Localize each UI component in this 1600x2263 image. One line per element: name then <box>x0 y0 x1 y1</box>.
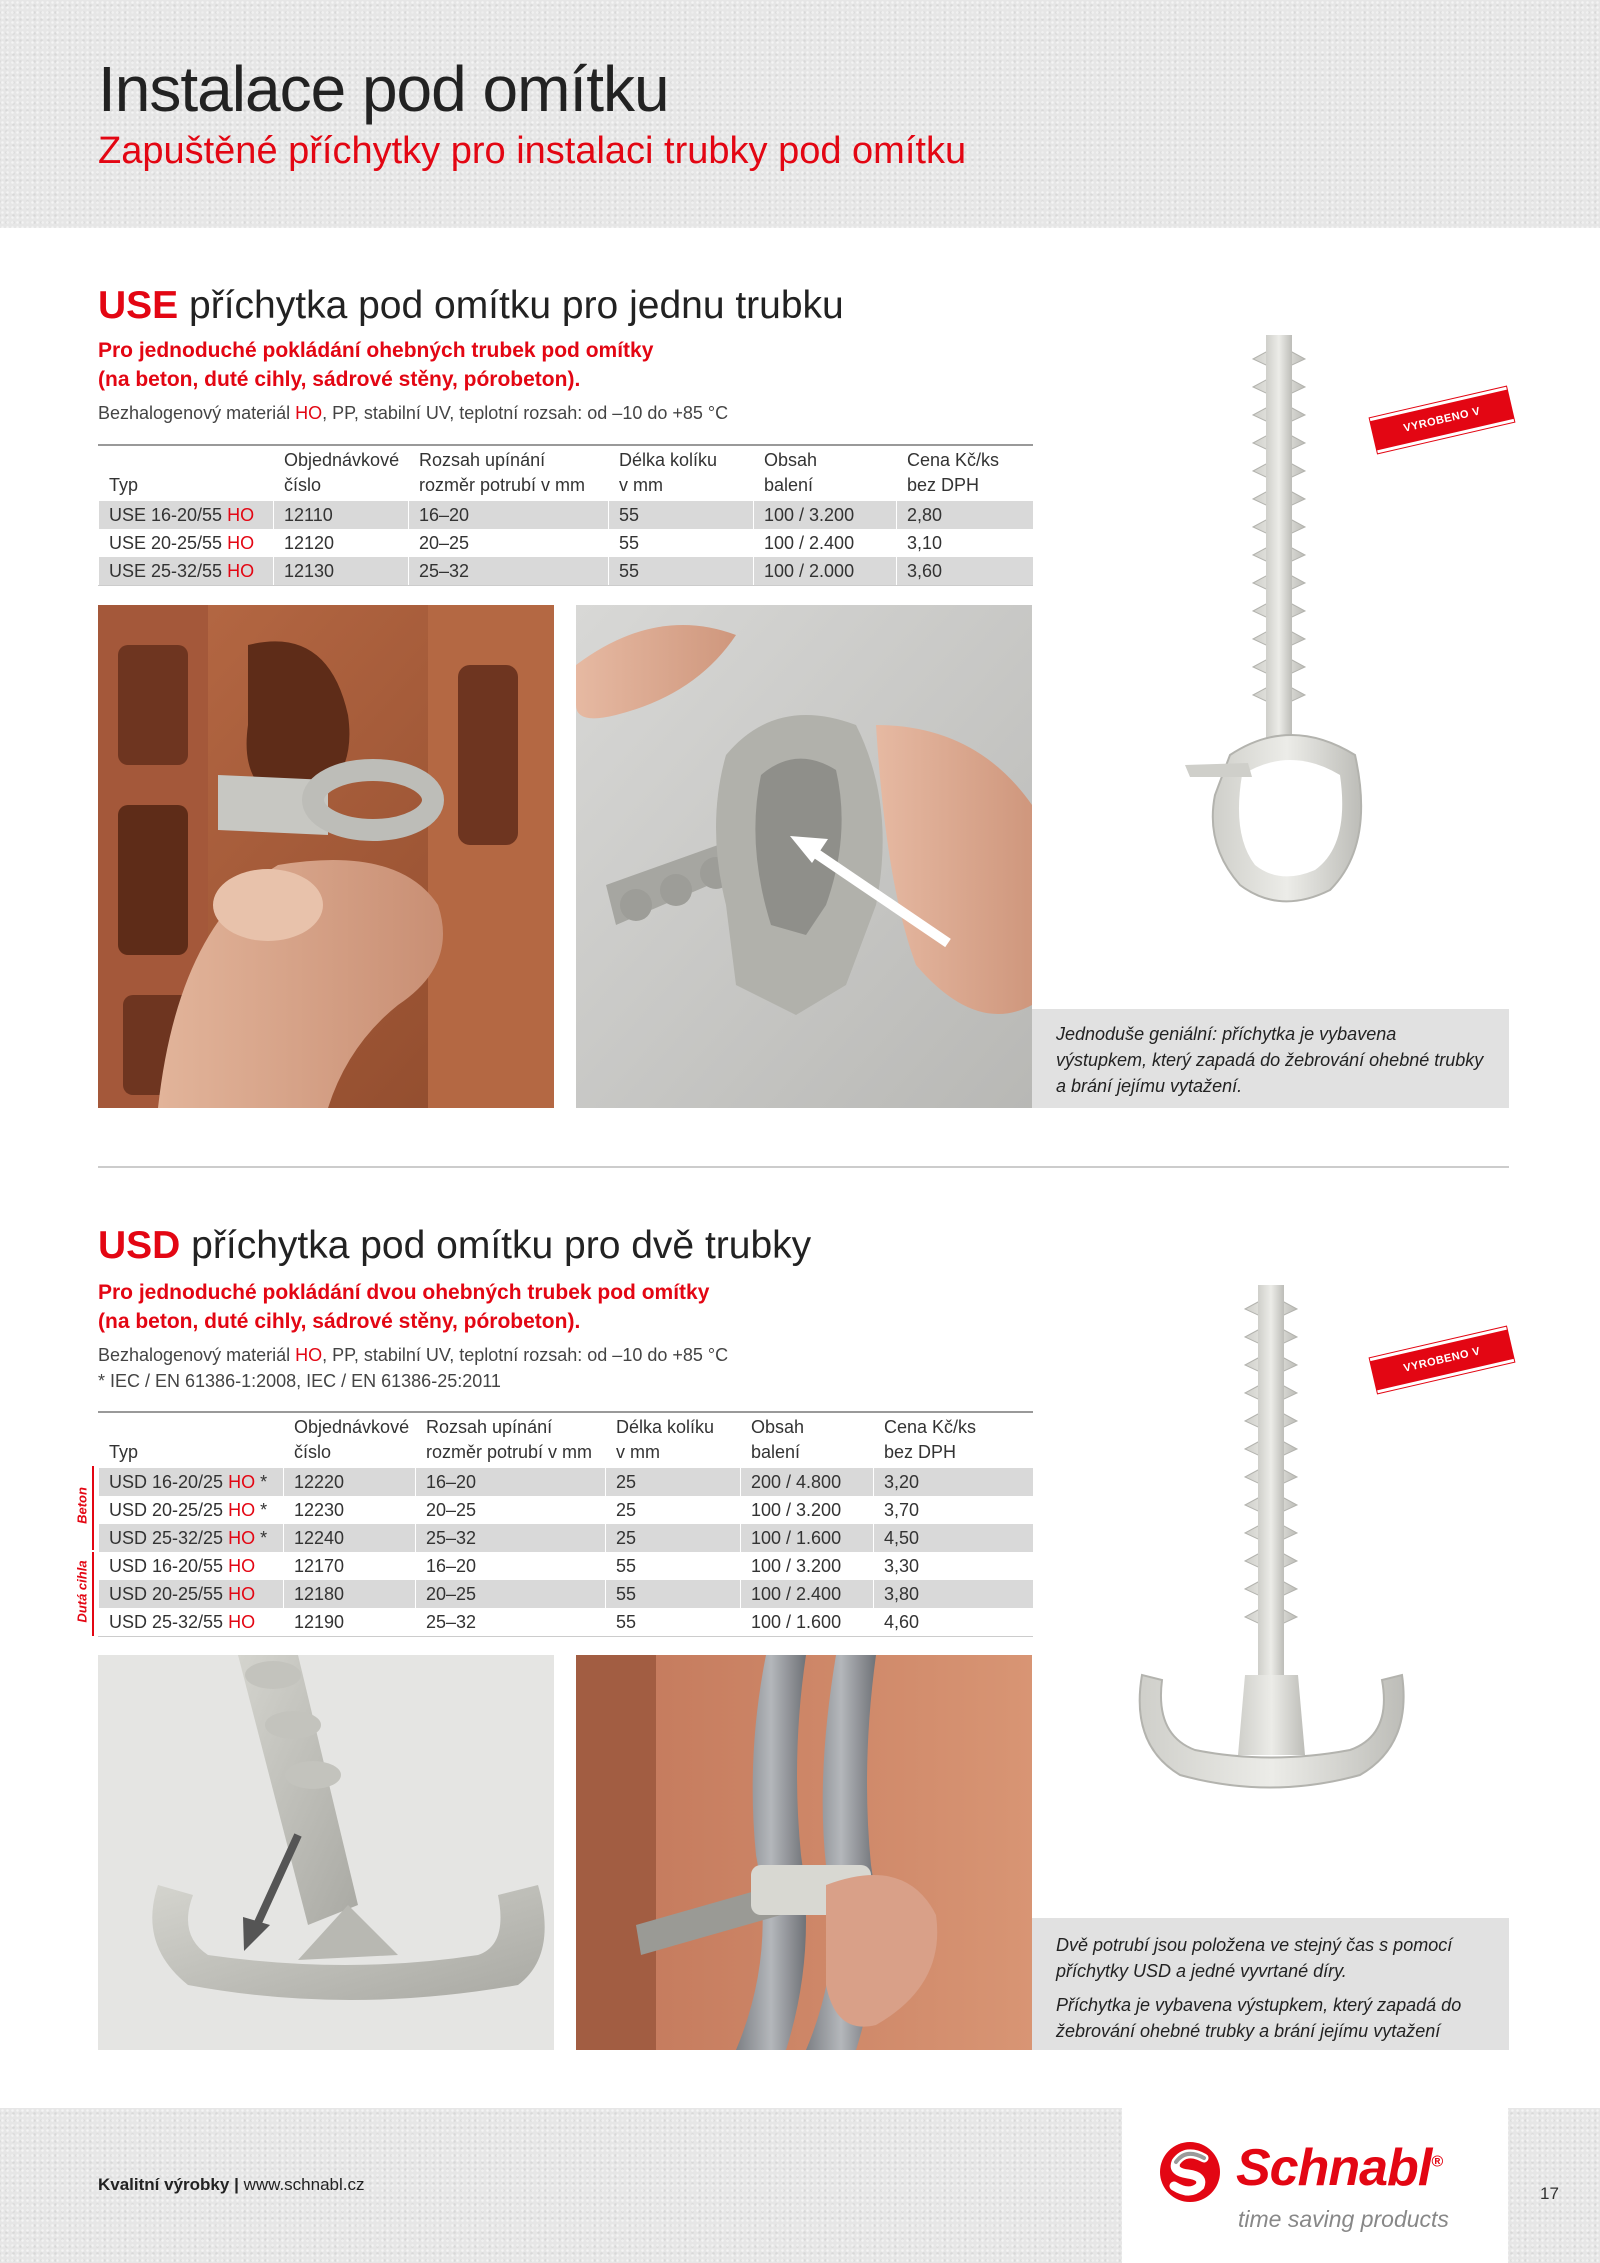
column-header: Obsah balení <box>754 445 897 501</box>
section-divider <box>98 1166 1509 1168</box>
table-row <box>99 1468 1033 1496</box>
usd-norm-line: * IEC / EN 61386-1:2008, IEC / EN 61386-25:2011 <box>98 1371 501 1391</box>
use-section-title <box>98 284 844 328</box>
usd-material-line: Bezhalogenový materiál HO, PP, stabilní UV, teplotní rozsah: od –10 do +85 °C <box>98 1345 729 1365</box>
beton-group-marker <box>72 1466 92 1550</box>
cell-order: 12120 <box>274 529 409 557</box>
usd-code: USD <box>98 1224 181 1267</box>
cell-type: USD 25-32/25 HO * <box>99 1524 284 1552</box>
footer-tagline: Kvalitní výrobky <box>98 2175 230 2194</box>
brand-name: Schnabl® <box>1236 2139 1443 2197</box>
cell-price: 3,60 <box>897 557 1033 586</box>
cell-pack: 100 / 2.400 <box>741 1580 874 1608</box>
cell-type: USE 16-20/55 HO <box>99 501 274 529</box>
cell-range: 20–25 <box>409 529 609 557</box>
column-header: Rozsah upínání rozměr potrubí v mm <box>409 445 609 501</box>
page-number: 17 <box>1540 2184 1559 2203</box>
cell-order: 12110 <box>274 501 409 529</box>
cell-order: 12190 <box>284 1608 416 1637</box>
cell-range: 16–20 <box>416 1552 606 1580</box>
clip-detail-illustration <box>576 605 1032 1108</box>
cell-range: 25–32 <box>416 1608 606 1637</box>
cell-price: 3,20 <box>874 1468 1033 1496</box>
column-header: Cena Kč/ks bez DPH <box>897 445 1033 501</box>
column-header: Délka kolíku v mm <box>609 445 754 501</box>
cell-pack: 100 / 1.600 <box>741 1608 874 1637</box>
cell-length: 25 <box>606 1524 741 1552</box>
side-label-duta-cihla: Dutá cihla <box>74 1560 90 1623</box>
cell-price: 3,70 <box>874 1496 1033 1524</box>
use-code: USE <box>98 284 179 327</box>
cell-range: 25–32 <box>409 557 609 586</box>
use-lead-line-1: Pro jednoduché pokládání ohebných trubek pod omítky <box>98 339 654 362</box>
usd-lead-line-2: (na beton, duté cihly, sádrové stěny, pórobeton). <box>98 1310 581 1333</box>
cell-price: 3,10 <box>897 529 1033 557</box>
side-label-beton: Beton <box>74 1487 90 1524</box>
cell-order: 12230 <box>284 1496 416 1524</box>
cell-range: 20–25 <box>416 1580 606 1608</box>
cell-length: 25 <box>606 1496 741 1524</box>
usd-clip-illustration <box>98 1655 554 2050</box>
usd-product-image <box>1120 1275 1420 1805</box>
use-caption-text: Jednoduše geniální: příchytka je vybavena výstupkem, který zapadá do žebrování ohebné trubky a brání jejímu vytažení. <box>1056 1024 1484 1096</box>
table-row <box>99 1524 1033 1552</box>
table-row <box>99 501 1033 529</box>
footer-text: Kvalitní výrobky | www.schnabl.cz <box>98 2175 365 2194</box>
use-photo-clip-detail <box>576 605 1032 1108</box>
cell-type: USD 16-20/55 HO <box>99 1552 284 1580</box>
page-title: Instalace pod omítku <box>98 53 669 125</box>
cell-type: USD 20-25/25 HO * <box>99 1496 284 1524</box>
cell-type: USD 20-25/55 HO <box>99 1580 284 1608</box>
duta-cihla-group-marker <box>72 1552 92 1636</box>
use-spec-table <box>98 444 1033 586</box>
usd-photo-clip-detail <box>98 1655 554 2050</box>
table-row <box>99 1608 1033 1637</box>
usd-photo-installation <box>576 1655 1032 2050</box>
table-row <box>99 557 1033 586</box>
cell-pack: 100 / 1.600 <box>741 1524 874 1552</box>
usd-caption-text-1: Dvě potrubí jsou položena ve stejný čas s pomocí příchytky USD a jedné vyvrtané díry. <box>1056 1935 1453 1981</box>
cell-order: 12130 <box>274 557 409 586</box>
cell-pack: 100 / 2.000 <box>754 557 897 586</box>
column-header: Délka kolíku v mm <box>606 1412 741 1468</box>
usd-title-text: příchytka pod omítku pro dvě trubky <box>180 1224 812 1267</box>
cell-order: 12180 <box>284 1580 416 1608</box>
table-row <box>99 1496 1033 1524</box>
cell-length: 55 <box>609 501 754 529</box>
cell-type: USD 16-20/25 HO * <box>99 1468 284 1496</box>
use-photo-brick-installation <box>98 605 554 1108</box>
usd-section-title <box>98 1224 811 1268</box>
page-subtitle: Zapuštěné příchytky pro instalaci trubky pod omítku <box>98 130 967 172</box>
column-header: Rozsah upínání rozměr potrubí v mm <box>416 1412 606 1468</box>
schnabl-s-logo-icon <box>1156 2138 1224 2206</box>
use-material-line: Bezhalogenový materiál HO, PP, stabilní UV, teplotní rozsah: od –10 do +85 °C <box>98 403 729 423</box>
cell-range: 16–20 <box>409 501 609 529</box>
cell-length: 55 <box>609 557 754 586</box>
column-header: Cena Kč/ks bez DPH <box>874 1412 1033 1468</box>
use-product-image <box>1170 325 1380 925</box>
cell-pack: 200 / 4.800 <box>741 1468 874 1496</box>
cell-type: USD 25-32/55 HO <box>99 1608 284 1637</box>
usd-spec-table <box>98 1411 1033 1637</box>
cell-type: USE 20-25/55 HO <box>99 529 274 557</box>
cell-pack: 100 / 3.200 <box>741 1496 874 1524</box>
cell-length: 25 <box>606 1468 741 1496</box>
table-row <box>99 529 1033 557</box>
cell-price: 4,50 <box>874 1524 1033 1552</box>
brick-photo-illustration <box>98 605 554 1108</box>
cell-order: 12170 <box>284 1552 416 1580</box>
cell-price: 3,30 <box>874 1552 1033 1580</box>
cell-type: USE 25-32/55 HO <box>99 557 274 586</box>
column-header: Obsah balení <box>741 1412 874 1468</box>
use-lead-line-2: (na beton, duté cihly, sádrové stěny, pórobeton). <box>98 368 581 391</box>
column-header: Objednávkové číslo <box>284 1412 416 1468</box>
footer-website-link[interactable]: www.schnabl.cz <box>243 2175 365 2194</box>
cell-range: 20–25 <box>416 1496 606 1524</box>
brand-slogan: time saving products <box>1238 2206 1449 2232</box>
duta-cihla-group-line <box>92 1552 94 1636</box>
table-header-row <box>99 1412 1033 1468</box>
usd-caption-box <box>1032 1918 1509 2050</box>
cell-price: 2,80 <box>897 501 1033 529</box>
cell-order: 12240 <box>284 1524 416 1552</box>
usd-made-in-austria-ribbon: VYROBENO V RAKOUSKU <box>1370 1327 1515 1394</box>
column-header: Objednávkové číslo <box>274 445 409 501</box>
usd-installation-illustration <box>576 1655 1032 2050</box>
cell-pack: 100 / 3.200 <box>741 1552 874 1580</box>
cell-order: 12220 <box>284 1468 416 1496</box>
cell-pack: 100 / 3.200 <box>754 501 897 529</box>
table-row <box>99 1580 1033 1608</box>
cell-length: 55 <box>606 1580 741 1608</box>
use-made-in-austria-ribbon: VYROBENO V RAKOUSKU <box>1370 387 1515 454</box>
column-header: Typ <box>99 445 274 501</box>
usd-lead-line-1: Pro jednoduché pokládání dvou ohebných trubek pod omítky <box>98 1281 710 1304</box>
table-row <box>99 1552 1033 1580</box>
cell-price: 3,80 <box>874 1580 1033 1608</box>
cell-length: 55 <box>606 1552 741 1580</box>
cell-length: 55 <box>609 529 754 557</box>
use-caption-box <box>1032 1009 1509 1108</box>
cell-range: 25–32 <box>416 1524 606 1552</box>
use-title-text: příchytka pod omítku pro jednu trubku <box>178 284 844 327</box>
cell-pack: 100 / 2.400 <box>754 529 897 557</box>
table-header-row <box>99 445 1033 501</box>
column-header: Typ <box>99 1412 284 1468</box>
beton-group-line <box>92 1466 94 1550</box>
cell-price: 4,60 <box>874 1608 1033 1637</box>
usd-caption-text-2: Příchytka je vybavena výstupkem, který zapadá do žebrování ohebné trubky a brání jejímu vytažení <box>1056 1995 1462 2041</box>
cell-range: 16–20 <box>416 1468 606 1496</box>
cell-length: 55 <box>606 1608 741 1637</box>
